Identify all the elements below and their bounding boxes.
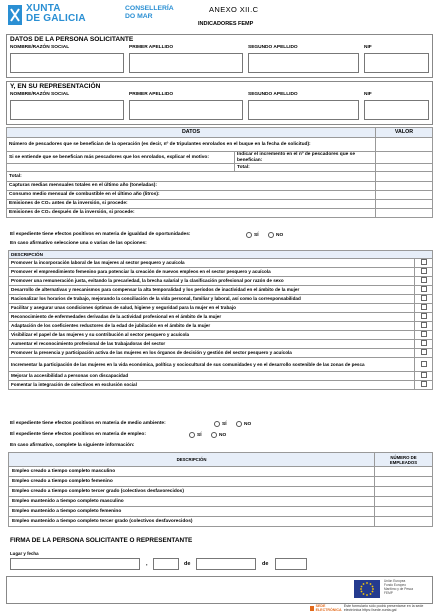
col-valor-header: VALOR bbox=[376, 128, 433, 138]
equality-no-label: NO bbox=[276, 232, 284, 238]
employment-row-6-value[interactable] bbox=[375, 517, 433, 527]
employment-no-radio[interactable] bbox=[211, 432, 217, 438]
applicant-surname1-field[interactable] bbox=[129, 53, 243, 73]
org-line2: DE GALICIA bbox=[26, 13, 86, 24]
year-field[interactable] bbox=[275, 558, 307, 570]
employment-row-2-value[interactable] bbox=[375, 477, 433, 487]
environment-yes-radio[interactable] bbox=[214, 421, 220, 427]
org-line1: XUNTA bbox=[26, 3, 61, 14]
rep-nif-field[interactable] bbox=[364, 100, 429, 120]
footer bbox=[6, 576, 433, 604]
applicant-nif-field[interactable] bbox=[364, 53, 429, 73]
rep-surname2-field[interactable] bbox=[248, 100, 359, 120]
employment-instruction: En caso afirmativo, complete la siguiente información: bbox=[10, 443, 135, 448]
applicant-section bbox=[6, 34, 433, 78]
equality-desc-header: DESCRIPCIÓN bbox=[9, 251, 433, 259]
environment-no-option[interactable] bbox=[236, 421, 251, 427]
row-fuel-label: Consumo medio mensual de combustible en el último año (litros): bbox=[7, 191, 376, 200]
employment-row-3: Empleo creado a tiempo completo tercer grado (colectivos desfavorecidos) bbox=[9, 487, 375, 497]
place-field[interactable] bbox=[10, 558, 140, 570]
employment-row-5-value[interactable] bbox=[375, 507, 433, 517]
employment-row-6: Empleo mantenido a tiempo completo tercer grado (colectivos desfavorecidos) bbox=[9, 517, 375, 527]
rep-nif-label: NIF bbox=[364, 92, 372, 97]
equality-option-7-checkbox[interactable] bbox=[421, 313, 427, 319]
equality-question: El expediente tiene efectos positivos en materia de igualdad de oportunidades: bbox=[10, 232, 191, 237]
employment-no-option[interactable] bbox=[211, 432, 226, 438]
equality-option-4: Desarrollo de alternativas y mecanismos para compensar la alta temporalidad y los períodos de inactividad en el ámbito de la mujer bbox=[9, 286, 415, 295]
applicant-title: DATOS DE LA PERSONA SOLICITANTE bbox=[10, 36, 134, 43]
employment-yes-radio[interactable] bbox=[189, 432, 195, 438]
equality-option-14: Fomentar la integración de colectivos en exclusión social bbox=[9, 381, 415, 390]
applicant-surname1-label: PRIMER APELLIDO bbox=[129, 45, 174, 50]
equality-yes-radio[interactable] bbox=[246, 232, 252, 238]
day-field[interactable] bbox=[153, 558, 179, 570]
row-fishermen-value[interactable] bbox=[376, 138, 433, 152]
representative-title: Y, EN SU REPRESENTACIÓN bbox=[10, 83, 101, 90]
employment-table bbox=[8, 452, 433, 527]
equality-option-5-checkbox[interactable] bbox=[421, 295, 427, 301]
sede-icon bbox=[310, 606, 314, 611]
rep-surname1-field[interactable] bbox=[129, 100, 243, 120]
employment-row-3-value[interactable] bbox=[375, 487, 433, 497]
employment-row-2: Empleo creado a tiempo completo femenino bbox=[9, 477, 375, 487]
data-table bbox=[6, 127, 433, 218]
sep-de-2: de bbox=[262, 561, 269, 567]
month-field[interactable] bbox=[196, 558, 256, 570]
equality-option-7: Reconocimiento de enfermedades derivadas de la actividad profesional en el ámbito de la mujer bbox=[9, 313, 415, 322]
applicant-surname2-field[interactable] bbox=[248, 53, 359, 73]
row-catches-value[interactable] bbox=[376, 182, 433, 191]
eu-line4: FEMP bbox=[384, 591, 393, 595]
equality-option-8-checkbox[interactable] bbox=[421, 322, 427, 328]
employment-row-4: Empleo mantenido a tiempo completo masculino bbox=[9, 497, 375, 507]
equality-option-1-checkbox[interactable] bbox=[421, 259, 427, 265]
row-fishermen-label: Número de pescadores que se benefician de la operación (es decir, nº de tripulantes enrolados en el buque en la fecha de solicitud): bbox=[7, 138, 376, 152]
rep-surname1-label: PRIMER APELLIDO bbox=[129, 92, 174, 97]
equality-option-9: Visibilizar el papel de las mujeres y su contribución al sector pesquero y acuícola bbox=[9, 331, 415, 340]
row-more-benefit-explain[interactable] bbox=[7, 164, 235, 172]
form-title: INDICADORES FEMP bbox=[198, 21, 254, 27]
equality-option-2: Promover el emprendimiento femenino para potenciar la creación de nuevos empleos en el sector pesquero y acuícola bbox=[9, 268, 415, 277]
eu-flag-icon bbox=[354, 580, 380, 598]
equality-option-8: Adaptación de los coeficientes reductores de la edad de jubilación en el ámbito de la mujer bbox=[9, 322, 415, 331]
equality-option-4-checkbox[interactable] bbox=[421, 286, 427, 292]
equality-instruction: En caso afirmativo seleccione una o varias de las opciones: bbox=[10, 241, 147, 246]
place-date-label: Lugar y fecha bbox=[10, 551, 39, 556]
equality-yes-label: SÍ bbox=[254, 232, 259, 238]
place-comma: , bbox=[146, 561, 148, 567]
equality-option-10: Aumentar el reconocimiento profesional de las trabajadoras del sector bbox=[9, 340, 415, 349]
representative-section bbox=[6, 81, 433, 125]
employment-desc-header: DESCRIPCIÓN bbox=[9, 453, 375, 467]
environment-yes-label: SÍ bbox=[222, 421, 227, 427]
equality-option-14-checkbox[interactable] bbox=[421, 381, 427, 387]
row-increment-value[interactable] bbox=[376, 152, 433, 164]
row-fuel-value[interactable] bbox=[376, 191, 433, 200]
annex-label: ANEXO XII.C bbox=[209, 5, 259, 14]
row-total-right-label: Total: bbox=[235, 164, 376, 172]
rep-surname2-label: SEGUNDO APELLIDO bbox=[248, 92, 298, 97]
employment-no-label: NO bbox=[219, 432, 227, 438]
environment-no-radio[interactable] bbox=[236, 421, 242, 427]
equality-option-13-checkbox[interactable] bbox=[421, 372, 427, 378]
row-catches-label: Capturas medias mensuales totales en el último año (toneladas): bbox=[7, 182, 376, 191]
applicant-name-field[interactable] bbox=[10, 53, 124, 73]
signature-section bbox=[6, 536, 433, 574]
equality-option-9-checkbox[interactable] bbox=[421, 331, 427, 337]
sede-text: Este formulario sólo podrá presentarse en la sede electrónica https://sede.xunta.gal bbox=[343, 604, 424, 612]
rep-name-field[interactable] bbox=[10, 100, 124, 120]
applicant-surname2-label: SEGUNDO APELLIDO bbox=[248, 45, 298, 50]
row-increment-label: Indicar el incremento en el nº de pescadores que se benefician: bbox=[235, 152, 376, 164]
dept-line1: CONSELLERÍA bbox=[125, 5, 174, 12]
row-co2-after-value[interactable] bbox=[376, 209, 433, 218]
equality-no-radio[interactable] bbox=[268, 232, 274, 238]
employment-row-1: Empleo creado a tiempo completo masculino bbox=[9, 467, 375, 477]
row-total-right-value[interactable] bbox=[376, 164, 433, 172]
environment-question: El expediente tiene efectos positivos en materia de medio ambiente: bbox=[10, 421, 166, 426]
equality-option-3: Promover una remuneración justa, evitando la precariedad, la brecha salarial y la clasificación profesional por razón de sexo bbox=[9, 277, 415, 286]
sede-notice bbox=[310, 604, 439, 612]
employment-question: El expediente tiene efectos positivos en materia de empleo: bbox=[10, 432, 146, 437]
employment-row-1-value[interactable] bbox=[375, 467, 433, 477]
eu-line1: Unión Europea bbox=[384, 579, 406, 583]
employment-row-5: Empleo mantenido a tiempo completo femenino bbox=[9, 507, 375, 517]
environment-yes-option[interactable] bbox=[214, 421, 227, 427]
page-header bbox=[8, 3, 433, 33]
row-co2-before-label: Emisiones de CO₂ antes de la inversión, si procede: bbox=[7, 200, 376, 209]
applicant-name-label: NOMBRE/RAZÓN SOCIAL bbox=[10, 45, 70, 50]
equality-option-6-checkbox[interactable] bbox=[421, 304, 427, 310]
employment-row-4-value[interactable] bbox=[375, 497, 433, 507]
dept-line2: DO MAR bbox=[125, 13, 153, 20]
equality-option-12: Incrementar la participación de las mujeres en la vida económica, política y sociocultural de sus comunidades y en el desarrollo sostenible de las zonas de pesca bbox=[9, 358, 415, 372]
equality-option-3-checkbox[interactable] bbox=[421, 277, 427, 283]
col-datos-header: DATOS bbox=[7, 128, 376, 138]
equality-option-2-checkbox[interactable] bbox=[421, 268, 427, 274]
equality-option-1: Promover la incorporación laboral de las mujeres al sector pesquero y acuícola bbox=[9, 259, 415, 268]
employment-num-header: NÚMERO DE EMPLEADOS bbox=[375, 453, 433, 467]
row-co2-before-value[interactable] bbox=[376, 200, 433, 209]
equality-option-6: Facilitar y asegurar unas condiciones óptimas de salud, higiene y seguridad para la mujer en el trabajo bbox=[9, 304, 415, 313]
eu-text bbox=[384, 579, 413, 595]
signature-title: FIRMA DE LA PERSONA SOLICITANTE O REPRESENTANTE bbox=[10, 537, 193, 544]
equality-option-10-checkbox[interactable] bbox=[421, 340, 427, 346]
row-more-benefit-label: Si se entiende que se benefician más pescadores que los enrolados, explicar el motivo: bbox=[7, 152, 235, 164]
eu-line3: Marítimo y de Pesca bbox=[384, 587, 414, 591]
department-name bbox=[125, 5, 174, 21]
equality-options-table bbox=[8, 250, 433, 390]
rep-name-label: NOMBRE/RAZÓN SOCIAL bbox=[10, 92, 70, 97]
sep-de-1: de bbox=[184, 561, 191, 567]
equality-no-option[interactable] bbox=[268, 232, 283, 238]
employment-yes-option[interactable] bbox=[189, 432, 202, 438]
environment-no-label: NO bbox=[244, 421, 252, 427]
row-total-left-value[interactable] bbox=[376, 172, 433, 182]
equality-option-11-checkbox[interactable] bbox=[421, 349, 427, 355]
xunta-logo-icon bbox=[8, 5, 22, 25]
eu-line2: Fondo Europeo bbox=[384, 583, 406, 587]
employment-yes-label: SÍ bbox=[197, 432, 202, 438]
sede-label[interactable]: SEDE ELECTRÓNICA bbox=[315, 604, 342, 612]
row-co2-after-label: Emisiones de CO₂ después de la inversión, si procede: bbox=[7, 209, 376, 218]
equality-option-13: Mejorar la accesibilidad a personas con discapacidad bbox=[9, 372, 415, 381]
equality-yes-option[interactable] bbox=[246, 232, 259, 238]
org-name bbox=[26, 4, 118, 24]
equality-option-12-checkbox[interactable] bbox=[421, 361, 427, 367]
applicant-nif-label: NIF bbox=[364, 45, 372, 50]
equality-option-5: Racionalizar los horarios de trabajo, mejorando la conciliación de la vida personal, familiar y laboral, así como la corresponsabilidad bbox=[9, 295, 415, 304]
equality-option-11: Promover la presencia y participación activa de las mujeres en los órganos de decisión y gestión del sector pesquero y acuícola bbox=[9, 349, 415, 358]
row-total-left-label: Total: bbox=[7, 172, 376, 182]
